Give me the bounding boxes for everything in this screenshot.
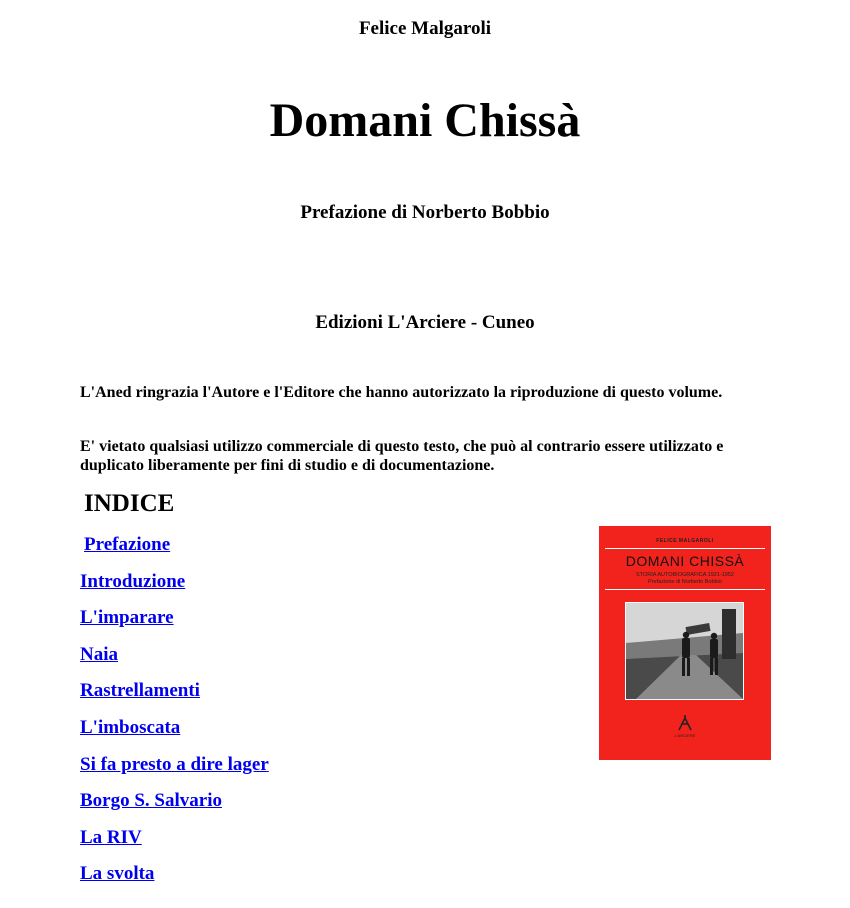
toc-item bbox=[80, 643, 269, 680]
cover-imprint: L'ARCIERE bbox=[674, 733, 696, 738]
cover-preface: Prefazione di Norberto Bobbio bbox=[648, 579, 722, 585]
toc-item bbox=[80, 570, 269, 607]
table-of-contents bbox=[80, 533, 269, 899]
usage-notice: E' vietato qualsiasi utilizzo commerciale di questo testo, che può al contrario essere utilizzato e duplicato liberamente per fini di studio e di documentazione. bbox=[80, 438, 724, 474]
toc-item bbox=[80, 753, 269, 790]
cover-divider bbox=[605, 589, 765, 590]
cover-divider bbox=[605, 548, 765, 549]
cover-subtitle: STORIA AUTOBIOGRAFICA 1921-1952 bbox=[636, 572, 734, 578]
cover-photo bbox=[625, 602, 744, 700]
toc-link-rastrellamenti[interactable]: Rastrellamenti bbox=[80, 680, 200, 702]
toc-link-borgo-s-salvario[interactable]: Borgo S. Salvario bbox=[80, 790, 222, 812]
toc-link-l-imboscata[interactable]: L'imboscata bbox=[80, 716, 181, 738]
toc-link-l-imparare[interactable]: L'imparare bbox=[80, 607, 174, 629]
archer-logo-icon bbox=[675, 714, 695, 732]
toc-item bbox=[80, 679, 269, 716]
book-cover-image bbox=[599, 526, 771, 760]
toc-item bbox=[80, 716, 269, 753]
book-title: Domani Chissà bbox=[269, 94, 581, 147]
preface-credit: Prefazione di Norberto Bobbio bbox=[300, 202, 550, 223]
toc-link-introduzione[interactable]: Introduzione bbox=[80, 570, 186, 592]
thanks-notice: L'Aned ringrazia l'Autore e l'Editore che hanno autorizzato la riproduzione di questo volume. bbox=[80, 384, 723, 401]
toc-link-si-fa-presto-a-dire-lager[interactable]: Si fa presto a dire lager bbox=[80, 753, 269, 775]
toc-item bbox=[80, 789, 269, 826]
toc-link-naia[interactable]: Naia bbox=[80, 643, 118, 665]
toc-item bbox=[80, 533, 269, 570]
book-author: Felice Malgaroli bbox=[358, 18, 492, 39]
index-heading: INDICE bbox=[84, 490, 175, 517]
publisher: Edizioni L'Arciere - Cuneo bbox=[315, 312, 535, 333]
toc-item bbox=[80, 826, 269, 863]
toc-link-la-riv[interactable]: La RIV bbox=[80, 826, 142, 848]
toc-link-la-svolta[interactable]: La svolta bbox=[80, 863, 155, 885]
toc-link-prefazione[interactable]: Prefazione bbox=[84, 534, 171, 555]
cover-author: FELICE MALGAROLI bbox=[656, 538, 714, 544]
toc-item bbox=[80, 606, 269, 643]
cover-title: DOMANI CHISSÀ bbox=[625, 553, 745, 569]
cover-photo-scene bbox=[626, 603, 743, 699]
toc-item bbox=[80, 862, 269, 899]
